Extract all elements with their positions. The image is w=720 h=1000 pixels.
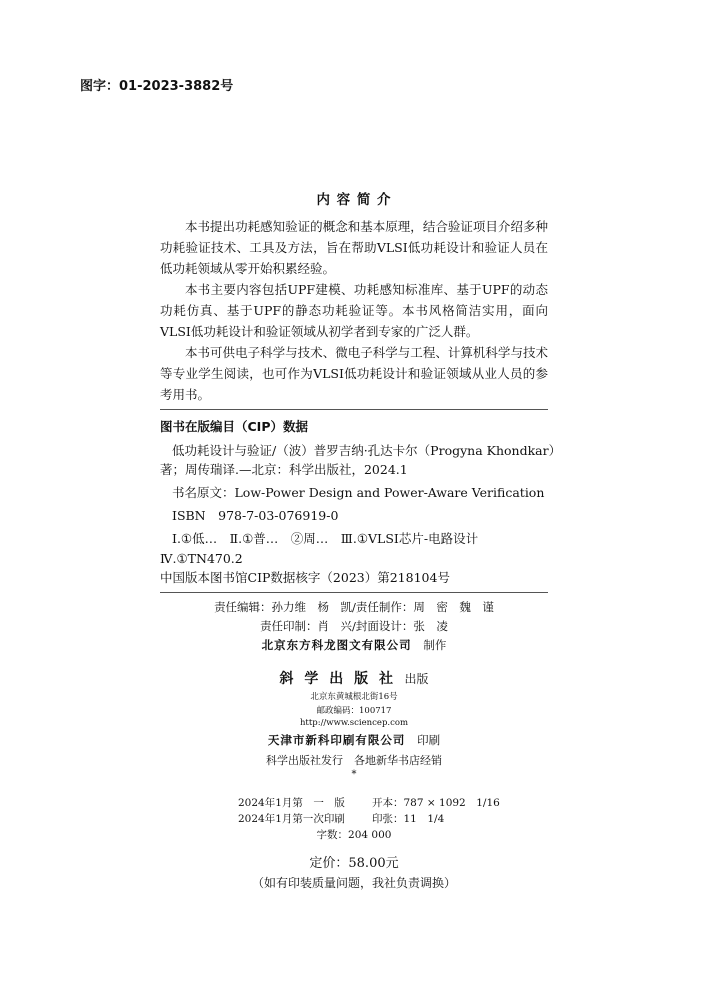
- publisher-postcode: 邮政编码：100717: [316, 706, 392, 716]
- summary-paragraph: 本书提出功耗感知验证的概念和基本原理，结合验证项目介绍多种功耗验证技术、工具及方法，旨在帮助VLSI低功耗设计和验证人员在低功耗领域从零开始积累经验。: [160, 219, 548, 276]
- format-size: 开本：787 × 1092 1/16: [372, 797, 500, 809]
- quality-notice: （如有印装质量问题，我社负责调换）: [251, 876, 456, 890]
- printer-role: 印刷: [417, 733, 441, 747]
- cip-title-line-2: 著；周传瑞译.—北京：科学出版社，2024.1: [160, 462, 408, 477]
- cip-header: 图书在版编目（CIP）数据: [160, 419, 308, 434]
- cip-isbn: ISBN 978-7-03-076919-0: [172, 508, 339, 523]
- credits-producer: [160, 637, 548, 653]
- producer-name: 北京东方科龙图文有限公司: [261, 638, 412, 652]
- summary-paragraph: 本书主要内容包括UPF建模、功耗感知标准库、基于UPF的动态功耗仿真、基于UPF的静态功耗验证等。本书风格简洁实用，面向VLSI低功耗设计和验证领域从初学者到专家的广泛人群。: [160, 282, 548, 339]
- printed-sheets: 印张：11 1/4: [372, 813, 445, 825]
- producer-role: 制作: [423, 638, 447, 652]
- cip-subject-line: Ⅰ.①低… Ⅱ.①普… ②周… Ⅲ.①VLSI芯片-电路设计: [172, 531, 479, 546]
- distribution-line: 科学出版社发行 各地新华书店经销: [266, 754, 442, 767]
- cip-bottom-rule: [160, 592, 548, 593]
- printer-line: [160, 732, 548, 748]
- word-count: 字数：204 000: [316, 829, 392, 841]
- publisher-role: 出版: [404, 672, 429, 686]
- edition-date: 2024年1月第 一 版: [238, 797, 345, 809]
- publisher-line: [160, 668, 548, 688]
- permit-number: 图字：01-2023-3882号: [80, 79, 234, 94]
- cip-class-line: Ⅳ.①TN470.2: [160, 551, 243, 566]
- publisher-name: 斜 学 出 版 社: [279, 671, 397, 687]
- summary-heading: 内 容 简 介: [316, 192, 392, 208]
- cip-original-title: 书名原文：Low-Power Design and Power-Aware Verification: [172, 485, 545, 500]
- summary-text: [160, 216, 548, 405]
- printing-date: 2024年1月第一次印刷: [238, 813, 345, 825]
- publisher-address: 北京东黄城根北街16号: [310, 692, 398, 702]
- cip-number: 中国版本图书馆CIP数据核字（2023）第218104号: [160, 570, 450, 585]
- cip-title-line-1: 低功耗设计与验证/（波）普罗吉纳·孔达卡尔（Progyna Khondkar）: [172, 443, 562, 458]
- printer-name: 天津市新科印刷有限公司: [267, 733, 406, 747]
- credits-editors: 责任编辑：孙力维 杨 凯/责任制作：周 密 魏 谨: [214, 600, 494, 614]
- separator-star: *: [351, 769, 357, 780]
- publisher-url: http://www.sciencep.com: [299, 718, 409, 728]
- summary-paragraph: 本书可供电子科学与技术、微电子科学与工程、计算机科学与技术等专业学生阅读，也可作为VLSI低功耗设计和验证领域从业人员的参考用书。: [160, 345, 548, 402]
- cip-top-rule: [160, 409, 548, 410]
- price: 定价：58.00元: [309, 856, 399, 871]
- credits-print-cover: 责任印制：肖 兴/封面设计：张 凌: [260, 619, 448, 633]
